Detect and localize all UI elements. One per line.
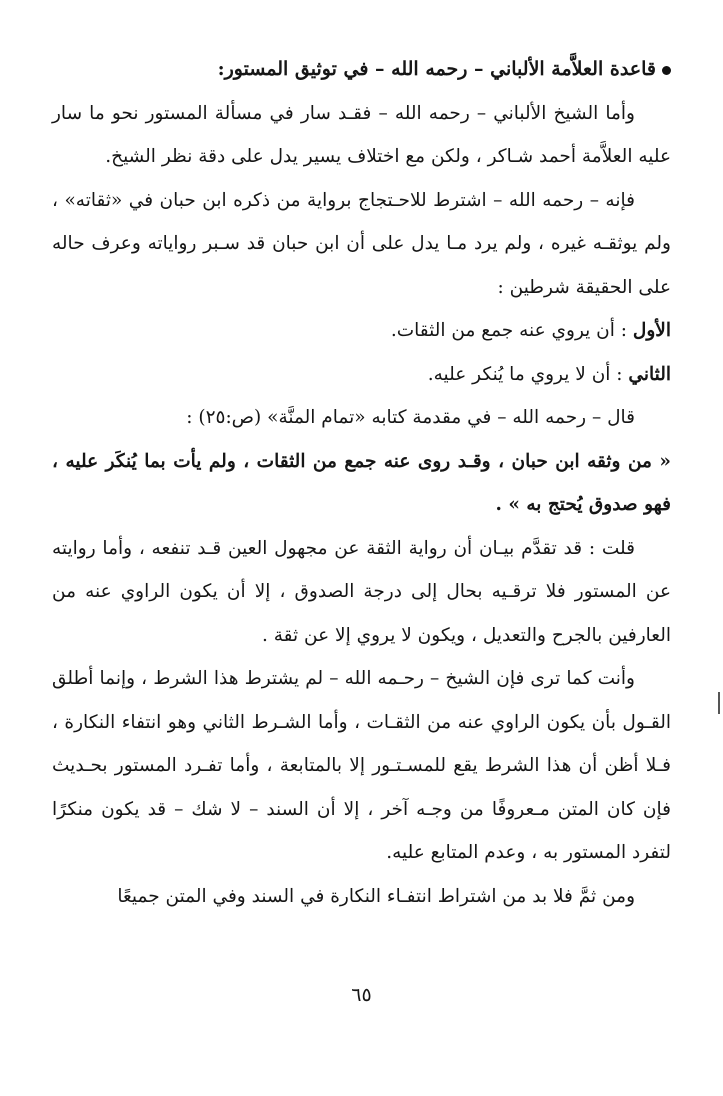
condition-first-text: : أن يروي عنه جمع من الثقات.	[390, 320, 628, 341]
paragraph-albani-method: وأما الشيخ الألباني – رحمه الله – فقـد سار في مسألة المستور نحو ما سار عليه العلاَّمة أحمد شـاكر ، ولكن مع اختلاف يسير يدل على دقة نظر الشيخ.	[52, 102, 671, 167]
quote-text: « من وثقه ابن حبان ، وقـد روى عنه جمع من الثقات ، ولم يأت بما يُنكَر عليه ، فهو صدوق يُحتج به » .	[52, 450, 671, 515]
condition-second	[52, 353, 671, 397]
condition-second-text: : أن لا يروي ما يُنكر عليه.	[427, 363, 623, 385]
condition-first	[52, 309, 671, 353]
paragraph-two-conditions: فإنه – رحمه الله – اشترط للاحـتجاج برواية من ذكره ابن حبان في «ثقاته» ، ولم يوثقـه غيره ، ولم يرد مـا يدل على أن ابن حبان قد سـبر رواياته وعرف حاله على الحقيقة شرطين :	[52, 189, 671, 298]
paragraph-conclusion: ومن ثمَّ فلا بد من اشتراط انتفـاء النكارة في السند وفي المتن جميعًا	[117, 885, 635, 907]
section-heading: قاعدة العلاَّمة الألباني – رحمه الله – في توثيق المستور:	[52, 48, 671, 92]
paragraph-condition-analysis: وأنت كما ترى فإن الشيخ – رحـمه الله – لم يشترط هذا الشرط ، وإنما أطلق القـول بأن يكون الراوي عنه من الثقـات ، وأما الشـرط الثاني وهو انتفاء النكارة ، فـلا أظن أن هذا الشرط يقع للمسـتـور إلا بالمتابعة ، وأما تفـرد المستور بحـديث فإن كان المتن مـعروفًا من وجـه آخر ، إلا أن السند – لا شك – قد يكون منكرًا لتفرد المستور به ، وعدم المتابع عليه.	[52, 668, 671, 863]
bullet-icon	[662, 66, 671, 75]
paragraph-qultu: قلت : قد تقدَّم بيـان أن رواية الثقة عن مجهول العين قـد تنفعه ، وأما روايته عن المستور فلا ترقـيه بحال إلى درجة الصدوق ، إلا أن يكون الراوي عنه من العارفين بالجرح والتعديل ، ويكون لا يروي إلا عن ثقة .	[52, 537, 671, 646]
quote-intro: قال – رحمه الله – في مقدمة كتابه «تمام المنَّة» (ص:٢٥) :	[186, 407, 635, 428]
condition-second-label: الثاني	[628, 363, 671, 385]
page-text	[52, 48, 671, 918]
scan-edge-mark	[718, 692, 720, 714]
page-number: ٦٥	[351, 984, 372, 1006]
condition-first-label: الأول	[632, 320, 671, 341]
